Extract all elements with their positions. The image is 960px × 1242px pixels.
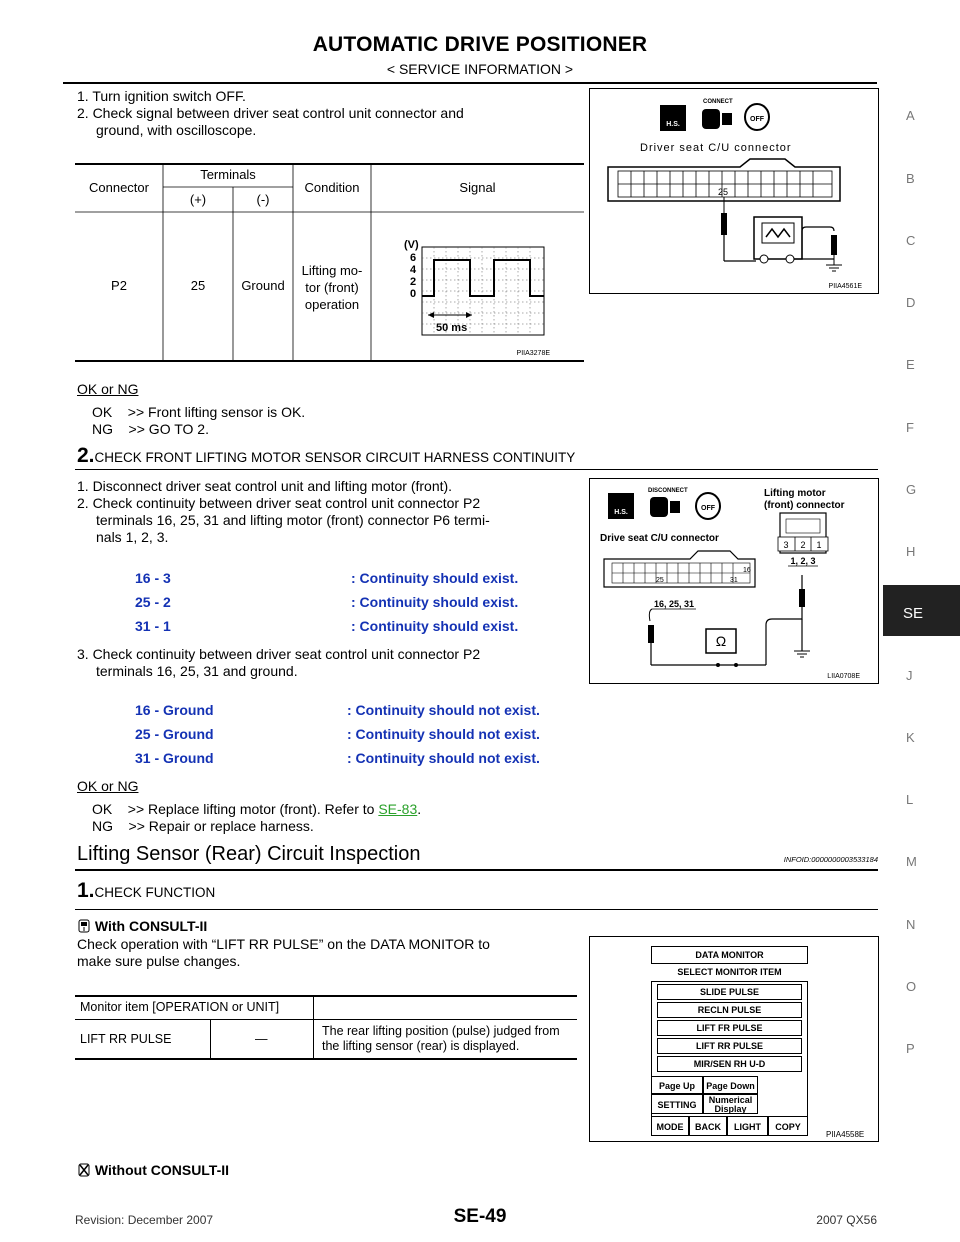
monitor-th: Monitor item [OPERATION or UNIT] <box>80 1000 280 1014</box>
motor-pin-3: 3 <box>783 540 789 550</box>
motor-pin-1: 1 <box>816 540 822 550</box>
step2-heading <box>77 444 575 468</box>
dm-subtitle: SELECT MONITOR ITEM <box>651 964 808 982</box>
monitor-item: LIFT RR PULSE <box>80 1032 172 1046</box>
off-label: OFF <box>750 116 764 123</box>
continuity-check-figure <box>589 478 879 684</box>
footer-revision: Revision: December 2007 <box>75 1213 214 1227</box>
cu-pins-label: 16, 25, 31 <box>654 599 695 609</box>
dm-title: DATA MONITOR <box>651 946 808 964</box>
consult-icon <box>77 919 91 933</box>
side-index-e[interactable]: E <box>906 357 915 372</box>
fig2-off: OFF <box>701 505 715 512</box>
step2-item-3: 3. Check continuity between driver seat control unit connector P2 <box>77 646 481 662</box>
step2-item-2: 2. Check continuity between driver seat control unit connector P2 <box>77 495 481 511</box>
light-button[interactable]: LIGHT <box>727 1116 768 1136</box>
wave-unit: (V) <box>404 239 419 251</box>
pin-25-label: 25 <box>718 187 729 197</box>
td-connector: P2 <box>111 278 127 293</box>
side-index-f[interactable]: F <box>906 420 914 435</box>
ground-pair-2: 25 - Ground <box>135 726 214 742</box>
ok-result-1: OK >> Front lifting sensor is OK. <box>92 404 306 420</box>
wave-level-4: 4 <box>410 264 417 276</box>
step-r1-title: CHECK FUNCTION <box>94 885 216 900</box>
hs-label: H.S. <box>666 121 680 128</box>
fig2-id: LIIA0708E <box>827 673 860 680</box>
ok-result-2: OK >> Replace lifting motor (front). Refer to SE-83. <box>92 801 422 817</box>
step1-item-2-cont: ground, with oscilloscope. <box>96 122 257 138</box>
td-condition: Lifting mo- tor (front) operation <box>301 263 363 312</box>
step2-item-2-cont1: terminals 16, 25, 31 and lifting motor (front) connector P6 termi- <box>96 512 490 528</box>
header-rule <box>63 82 877 84</box>
setting-button[interactable]: SETTING <box>651 1094 703 1114</box>
section-title: Lifting Sensor (Rear) Circuit Inspection <box>77 843 421 865</box>
motor-pins-label: 1, 2, 3 <box>790 556 816 566</box>
se-83-link[interactable]: SE-83 <box>378 801 418 817</box>
footer-page-number: SE-49 <box>453 1206 507 1227</box>
motor-label-2: (front) connector <box>764 500 845 511</box>
side-index-b[interactable]: B <box>906 171 915 186</box>
continuity-result-1: : Continuity should exist. <box>351 570 519 586</box>
dm-item-slide-pulse[interactable]: SLIDE PULSE <box>657 984 802 1000</box>
signal-table <box>75 163 584 361</box>
ground-result-2: : Continuity should not exist. <box>347 726 540 742</box>
th-minus: (-) <box>256 192 270 207</box>
motor-pin-2: 2 <box>800 540 806 550</box>
monitor-dash: — <box>255 1032 268 1046</box>
no-consult-icon <box>77 1163 91 1177</box>
ng-result-2: NG >> Repair or replace harness. <box>92 818 314 834</box>
ng-result-1: NG >> GO TO 2. <box>92 421 209 437</box>
step2-number: 2. <box>77 444 95 467</box>
back-button[interactable]: BACK <box>689 1116 727 1136</box>
mode-button[interactable]: MODE <box>651 1116 689 1136</box>
wave-figure-id: PIIA3278E <box>516 350 550 357</box>
th-connector: Connector <box>89 180 149 195</box>
step2-title: CHECK FRONT LIFTING MOTOR SENSOR CIRCUIT HARNESS CONTINUITY <box>94 450 576 465</box>
side-index-c[interactable]: C <box>906 233 916 248</box>
step1-item-1: 1. Turn ignition switch OFF. <box>77 88 246 104</box>
page-title: AUTOMATIC DRIVE POSITIONER <box>312 33 648 56</box>
page-up-button[interactable]: Page Up <box>651 1076 703 1094</box>
wave-level-0: 0 <box>410 288 417 300</box>
wave-level-6: 6 <box>410 252 417 264</box>
step-r1-desc-2: make sure pulse changes. <box>77 953 241 969</box>
th-condition: Condition <box>304 180 360 195</box>
th-plus: (+) <box>189 192 207 207</box>
step2-item-1: 1. Disconnect driver seat control unit and lifting motor (front). <box>77 478 453 494</box>
side-index-h[interactable]: H <box>906 544 916 559</box>
motor-label-1: Lifting motor <box>764 488 826 499</box>
side-index-m[interactable]: M <box>906 854 917 869</box>
signal-waveform <box>400 233 580 358</box>
with-consult: With CONSULT-II <box>77 918 207 935</box>
side-index-k[interactable]: K <box>906 730 915 745</box>
numerical-display-button[interactable]: Numerical Display <box>703 1094 758 1114</box>
side-index-g[interactable]: G <box>906 482 917 497</box>
data-monitor-figure <box>589 936 879 1142</box>
side-index-a[interactable]: A <box>906 108 915 123</box>
connector-label: Driver seat C/U connector <box>640 142 792 154</box>
side-index-d[interactable]: D <box>906 295 916 310</box>
fig2-hs: H.S. <box>614 509 628 516</box>
th-signal: Signal <box>459 180 496 195</box>
cu-pin-25: 25 <box>656 577 664 584</box>
fig3-id: PIIA4558E <box>826 1130 865 1139</box>
continuity-result-2: : Continuity should exist. <box>351 594 519 610</box>
ground-pair-3: 31 - Ground <box>135 750 214 766</box>
oscilloscope-connection-figure <box>589 88 879 294</box>
info-id: INFOID:0000000003533184 <box>783 855 878 864</box>
dm-item-mir-sen[interactable]: MIR/SEN RH U-D <box>657 1056 802 1072</box>
connect-label: CONNECT <box>703 99 733 105</box>
monitor-desc: The rear lifting position (pulse) judged from the lifting sensor (rear) is displayed. <box>322 1024 560 1053</box>
ohm-symbol: Ω <box>715 633 727 649</box>
copy-button[interactable]: COPY <box>768 1116 808 1136</box>
breadcrumb: < SERVICE INFORMATION > <box>386 61 574 77</box>
footer-model: 2007 QX56 <box>816 1213 877 1227</box>
step2-item-3-cont: terminals 16, 25, 31 and ground. <box>96 663 298 679</box>
step-r1-desc-1: Check operation with “LIFT RR PULSE” on the DATA MONITOR to <box>77 936 490 952</box>
ground-pair-1: 16 - Ground <box>135 702 214 718</box>
continuity-pair-3: 31 - 1 <box>135 618 171 634</box>
disconnect-label: DISCONNECT <box>648 488 688 494</box>
td-plus: 25 <box>190 278 206 293</box>
side-index-n[interactable]: N <box>906 917 916 932</box>
ground-result-1: : Continuity should not exist. <box>347 702 540 718</box>
th-terminals: Terminals <box>200 167 256 182</box>
cu-pin-31: 31 <box>730 577 738 584</box>
td-minus: Ground <box>241 278 285 293</box>
without-consult: Without CONSULT-II <box>77 1162 229 1179</box>
side-index-p[interactable]: P <box>906 1041 915 1056</box>
ok-ng-label-1: OK or NG <box>77 381 139 397</box>
continuity-result-3: : Continuity should exist. <box>351 618 519 634</box>
side-index-l[interactable]: L <box>906 792 914 807</box>
ground-result-3: : Continuity should not exist. <box>347 750 540 766</box>
dm-item-lift-fr-pulse[interactable]: LIFT FR PULSE <box>657 1020 802 1036</box>
continuity-pair-1: 16 - 3 <box>135 570 171 586</box>
step-r1-heading <box>77 879 215 903</box>
fig1-id: PIIA4561E <box>828 283 862 290</box>
cu-pin-16: 16 <box>743 567 751 574</box>
side-index-o[interactable]: O <box>906 979 917 994</box>
side-index-j[interactable]: J <box>906 668 913 683</box>
dm-item-recln-pulse[interactable]: RECLN PULSE <box>657 1002 802 1018</box>
ok-ng-label-2: OK or NG <box>77 778 139 794</box>
wave-level-2: 2 <box>410 276 417 288</box>
dm-item-lift-rr-pulse[interactable]: LIFT RR PULSE <box>657 1038 802 1054</box>
wave-timebase: 50 ms <box>436 322 468 334</box>
step2-item-2-cont2: nals 1, 2, 3. <box>96 529 169 545</box>
side-index-se-active[interactable]: SE <box>883 585 960 636</box>
cu-connector-label: Drive seat C/U connector <box>600 533 719 544</box>
page-down-button[interactable]: Page Down <box>703 1076 758 1094</box>
continuity-pair-2: 25 - 2 <box>135 594 171 610</box>
step-r1-number: 1. <box>77 879 95 902</box>
step1-item-2: 2. Check signal between driver seat control unit connector and <box>77 105 464 121</box>
